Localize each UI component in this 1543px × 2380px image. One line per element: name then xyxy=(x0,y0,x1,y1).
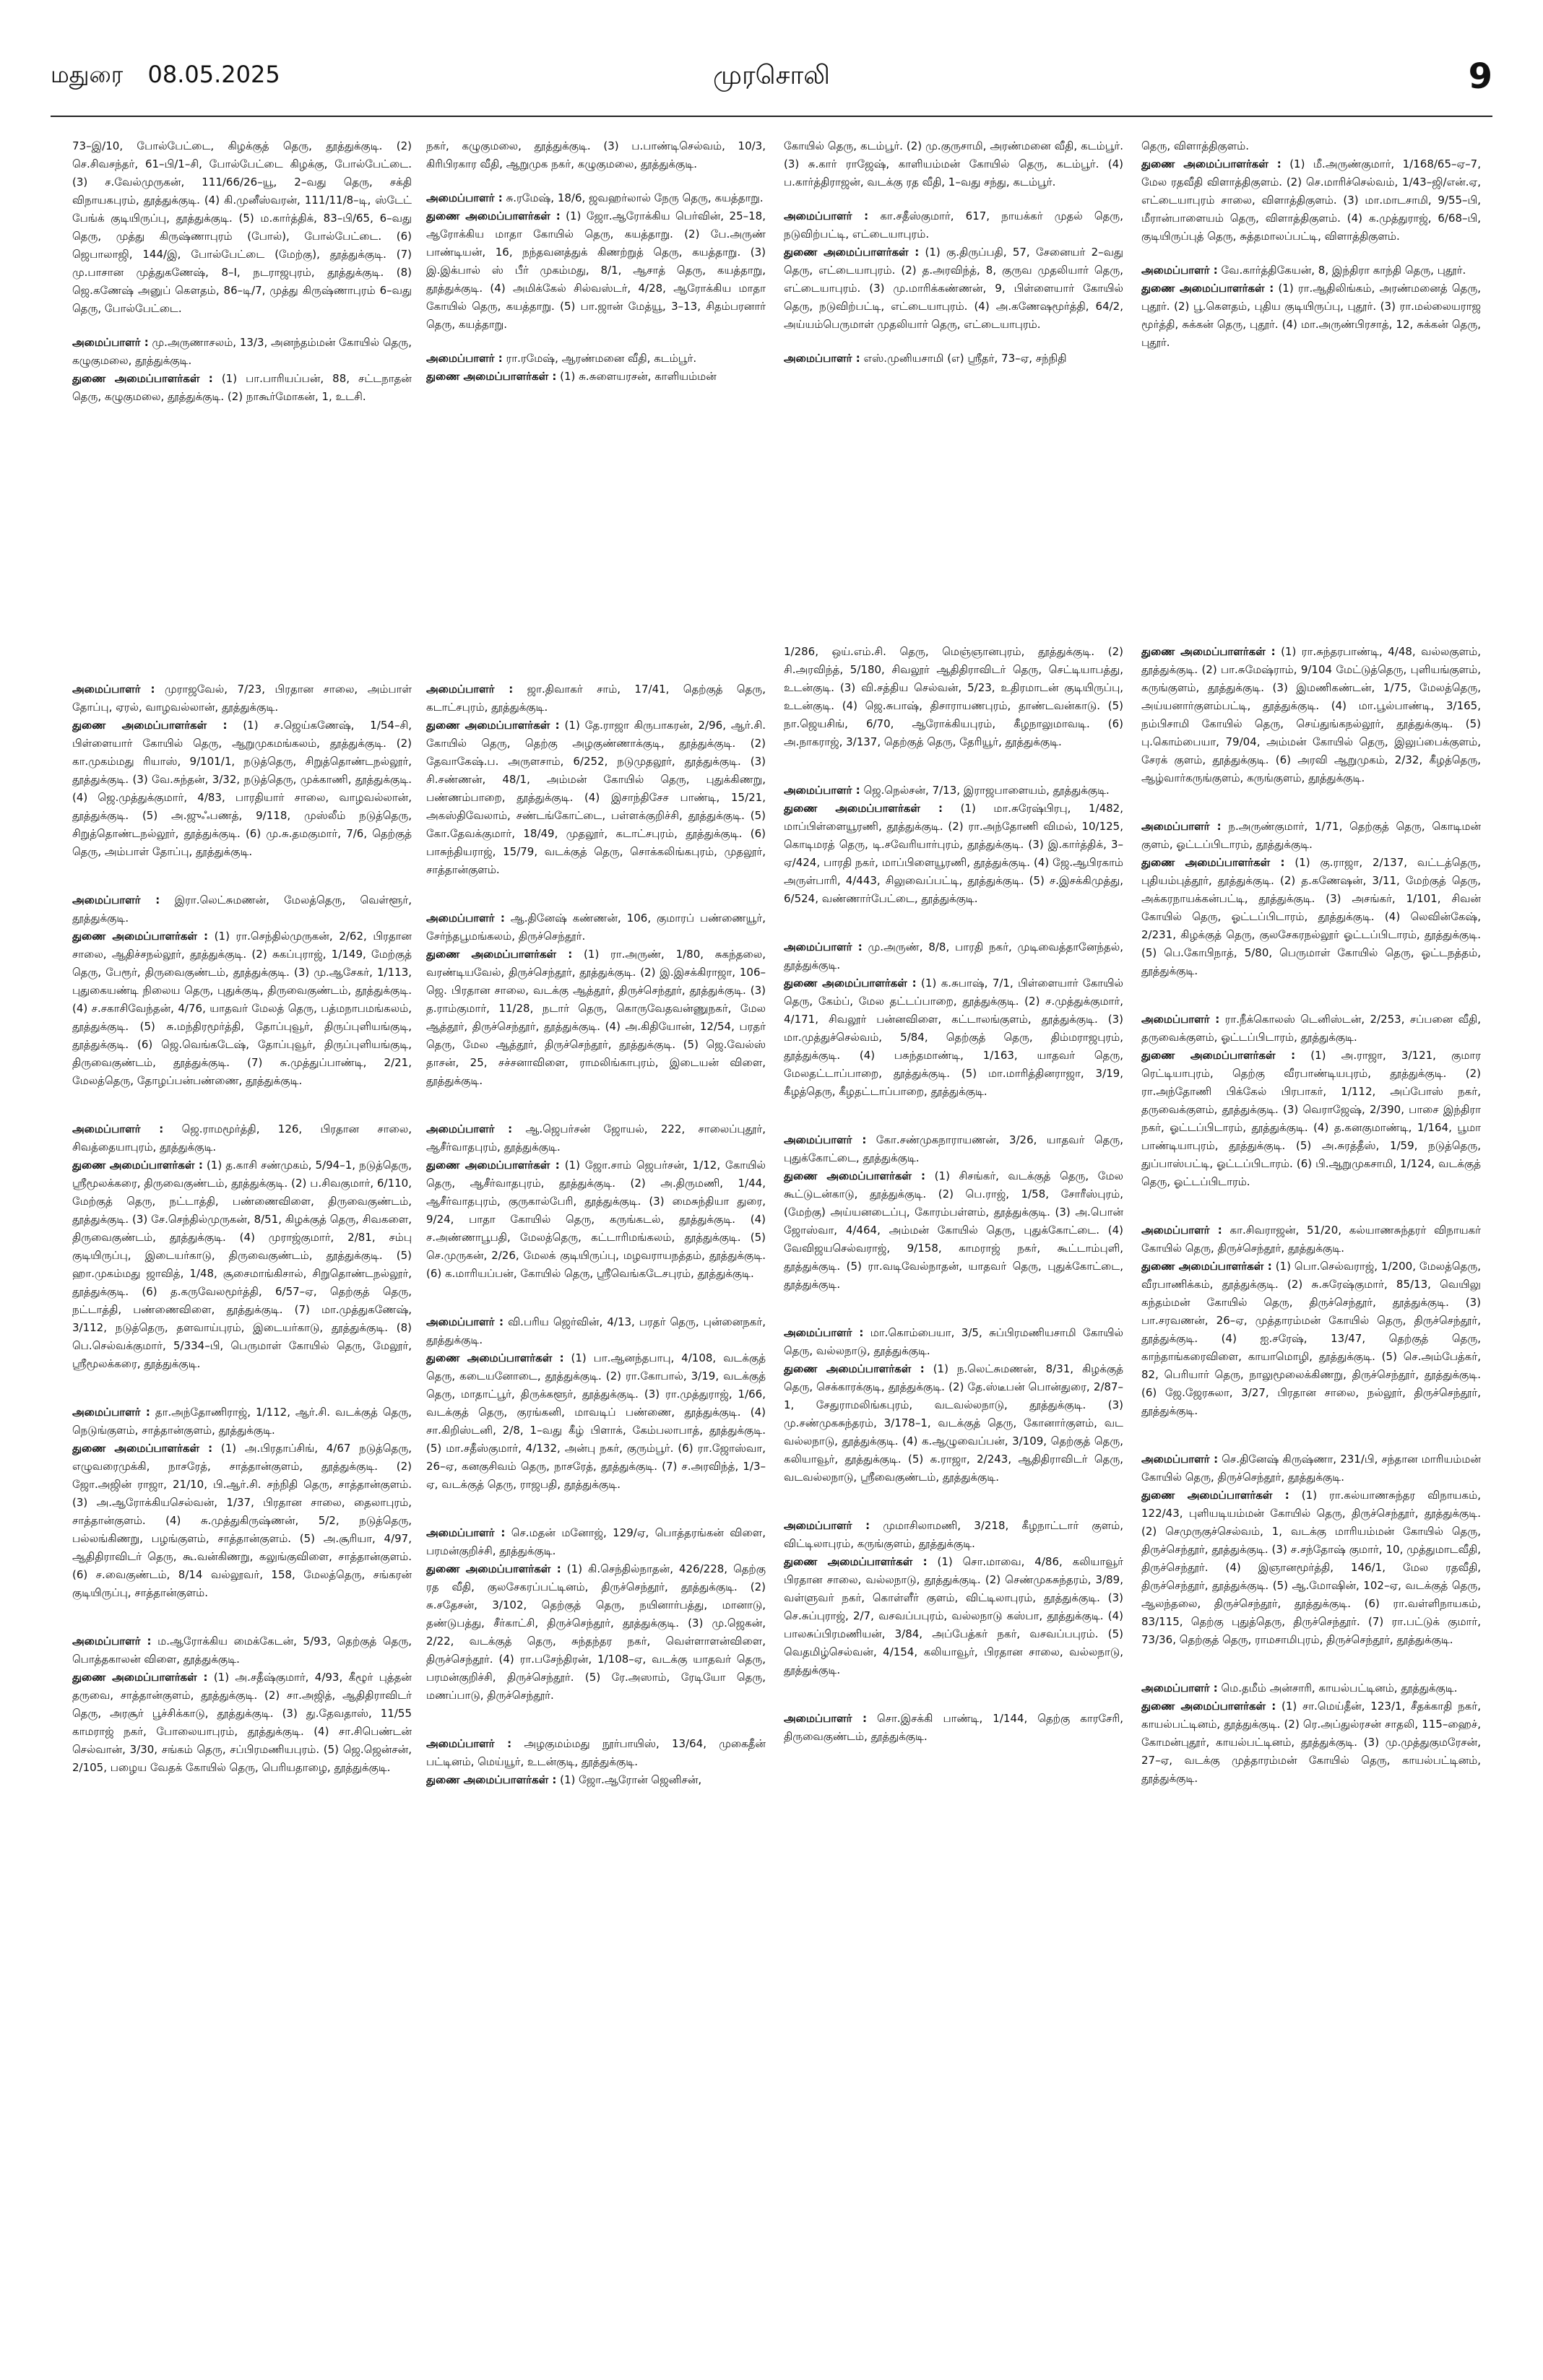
deputies-label: துணை அமைப்பாளர்கள் : xyxy=(426,1773,557,1786)
organizer-details: முமாசிலாமணி, 3/218, கீழநாட்டார் குளம், விட்டிலாபுரம், கருங்குளம், தூத்துக்குடி. xyxy=(784,1519,1123,1550)
continued-text: கோயில் தெரு, கடம்பூர். (2) மு.குருசாமி, அரண்மனை வீதி, கடம்பூர். (3) சு.கார் ராஜேஷ், காளியம்மன் கோயில் தெரு, கடம்பூர். (4) ப.கார்த்திராஜன், வடக்கு ரத வீதி, 1–வது சந்து, கடம்பூர். xyxy=(784,139,1123,189)
text-block xyxy=(426,137,766,386)
organizer-details: எஸ்.முனியசாமி (எ) ஸ்ரீதர், 73–ஏ, சந்நிதி xyxy=(863,352,1067,365)
organizer-label: அமைப்பாளர் : xyxy=(426,352,503,365)
deputies-label: துணை அமைப்பாளர்கள் : xyxy=(1141,1049,1296,1062)
deputies-label: துணை அமைப்பாளர்கள் : xyxy=(784,802,943,815)
organizer-details: ஜெ.நெல்சன், 7/13, இராஜபாளையம், தூத்துக்குடி. xyxy=(863,784,1110,797)
deputies-label: துணை அமைப்பாளர்கள் : xyxy=(784,1555,928,1568)
organizer-label: அமைப்பாளர் : xyxy=(72,336,149,349)
section-gap xyxy=(784,1487,1123,1501)
organizer-label: அமைப்பாளர் : xyxy=(1141,1453,1219,1466)
deputies-entry xyxy=(72,1156,412,1373)
deputies-list: (1) கு.ராஜா, 2/137, வட்டத்தெரு, புதியம்புத்தூர், தூத்துக்குடி. (2) த.கணேஷன், 3/11, மேற்குத் தெரு, அக்கரநாயக்கன்பட்டி, தூத்துக்குடி. (3) அசங்கர், 1/101, சிவன் கோயில் தெரு, ஓட்டப்பிடாரம், தூத்துக்குடி. (4) லெவின்கேஷ், 2/231, கிழக்குத் தெரு, குலசேகரநல்லூர் ஓட்டப்பிடாரம், தூத்துக்குடி. (5) பெ.கோபிநாத், 5/80, பெருமாள் கோயில் தெரு, ஓட்டநத்தம், தூத்துக்குடி. xyxy=(1141,856,1481,977)
deputies-entry xyxy=(784,800,1123,908)
organizer-entry xyxy=(1141,1450,1481,1487)
organizer-label: அமைப்பாளர் : xyxy=(784,1133,867,1146)
deputies-list: (1) கு.திருப்பதி, 57, சேனையர் 2–வது தெரு, எட்டையாபுரம். (2) த.அரவிந்த், 8, குருவ முதலியார் தெரு, எட்டையாபுரம். (3) மு.மாரிக்கண்ணன், 9, பிள்ளையார் கோயில் தெரு, நடுவிற்பட்டி, எட்டையாபுரம். (4) அ.கணேஷமூர்த்தி, 64/2, அய்யம்பெருமாள் முதலியார் தெரு, எட்டையாபுரம். xyxy=(784,246,1123,331)
organizer-details: ம.ஆரோக்கிய மைக்கேடன், 5/93, தெற்குத் தெரு, பொத்தகாலன் விளை, தூத்துக்குடி. xyxy=(72,1635,412,1666)
newspaper-name: முரசொலி xyxy=(713,61,830,90)
deputies-label: துணை அமைப்பாளர்கள் : xyxy=(1141,282,1274,295)
deputies-entry xyxy=(1141,280,1481,352)
deputies-label: துணை அமைப்பாளர்கள் : xyxy=(72,1671,208,1684)
deputies-entry xyxy=(426,1349,766,1494)
organizer-label: அமைப்பாளர் : xyxy=(72,1122,164,1135)
deputies-entry xyxy=(426,945,766,1090)
organizer-details: ஆ.தினேஷ் கண்ணன், 106, குமாரப் பண்ணையூர், சேர்ந்தபூமங்கலம், திருச்செந்தூர். xyxy=(426,912,766,943)
deputies-entry xyxy=(1141,1697,1481,1788)
organizer-label: அமைப்பாளர் : xyxy=(784,1712,867,1725)
deputies-list: (1) சொ.மாவை, 4/86, கலியாவூர் பிரதான சாலை, வல்லநாடு, தூத்துக்குடி. (2) செண்முகசுந்தரம், 3/89, வள்ளுவர் நகர், கொள்ளீர் குளம், விட்டிலாபுரம், தூத்துக்குடி. (3) செ.சுப்புராஜ், 2/7, வசவப்பபுரம், வல்லநாடு கஸ்பா, தூத்துக்குடி. (4) பாலசுப்பிரமணியன், 3/84, அப்பேத்கர் நகர், வசவப்பபுரம். (5) வெதமிழ்செல்வன், 4/154, கலியாவூர், பிரதான சாலை, வல்லநாடு, தூத்துக்குடி. xyxy=(784,1555,1123,1676)
organizer-details: மு.அருண், 8/8, பாரதி நகர், முடிவைத்தானேந்தல், தூத்துக்குடி. xyxy=(784,940,1123,972)
section-gap xyxy=(784,1679,1123,1694)
deputies-entry xyxy=(1141,155,1481,246)
deputies-list: (1) மா.சுரேஷ்பிரபு, 1/482, மாப்பிள்ளையூரணி, தூத்துக்குடி. (2) ரா.அந்தோணி விமல், 10/125, கொடிமரத் தெரு, டி.சவேரியார்புரம், தூத்துக்குடி. (3) இ.கார்த்திக், 3–ஏ/424, பாரதி நகர், மாப்பிளையூரணி, தூத்துக்குடி. (4) ஜே.ஆபிரகாம் அருள்பாரி, 4/443, சிலுவைப்பட்டி, தூத்துக்குடி. (5) ச.இசக்கிமுத்து, 6/524, வண்ணார்பேட்டை, தூத்துக்குடி. xyxy=(784,802,1123,905)
deputies-entry xyxy=(784,1553,1123,1679)
organizer-entry xyxy=(426,1313,766,1349)
deputies-entry xyxy=(72,1440,412,1602)
deputies-entry xyxy=(426,1771,766,1789)
organizer-entry xyxy=(784,1324,1123,1360)
section-gap xyxy=(72,1602,412,1617)
organizer-details: செ.மதன் மனோஜ், 129/ஏ, பொத்தரங்கன் விளை, பரமன்குறிச்சி, தூத்துக்குடி. xyxy=(426,1526,766,1557)
deputies-label: துணை அமைப்பாளர்கள் : xyxy=(72,1159,203,1172)
deputies-entry xyxy=(72,1669,412,1777)
deputies-label: துணை அமைப்பாளர்கள் : xyxy=(72,1442,213,1455)
organizer-label: அமைப்பாளர் : xyxy=(72,1406,150,1419)
deputies-list: (1) பொ.செல்வராஜ், 1/200, மேலத்தெரு, வீரபாணிக்கம், தூத்துக்குடி. (2) சு.சுரேஷ்குமார், 85/13, வெயிலு கந்தம்மன் கோயில் தெரு, திருச்செந்தூர், தூத்துக்குடி. (3) பா.சரவணன், 26–ஏ, முத்தாரம்மன் கோயில் தெரு, திருச்செந்தூர், தூத்துக்குடி. (4) ஐ.சரேஷ், 13/47, தெற்குத் தெரு, காந்தாங்கரைவிளை, காயாமொழி, தூத்துக்குடி. (5) செ.அம்பேத்கர், 82, பெரியார் தெரு, நாலுமூலைக்கிணறு, திருச்செந்தூர், தூத்துக்குடி. (6) ஜே.ஜேரசுலா, 3/27, பிரதான சாலை, நல்லூர், திருச்செந்தூர், தூத்துக்குடி. xyxy=(1141,1260,1481,1417)
text-column-3 xyxy=(784,137,1123,2358)
deputies-list: (1) மீ.அருண்குமார், 1/168/65–ஏ–7, மேல ரதவீதி விளாத்திகுளம். (2) செ.மாரிச்செல்வம், 1/43–ஜி/என்.ஏ, எட்டையாபுரம் சாலை, விளாத்திகுளம். (3) மா.மாடசாமி, 9/55–பி, மீரான்பாளையம் தெரு, விளாத்திகுளம். (4) க.முத்துராஜ், 6/68–பி, குடியிருப்புத் தெரு, சுத்தமாலப்பட்டி, விளாத்திகுளம். xyxy=(1141,157,1481,243)
deputies-list: (1) பா.பாரியப்பன், 88, சட்டநாதன் தெரு, கழுகுமலை, தூத்துக்குடி. (2) நாகூர்மோகன், 1, உடசி. xyxy=(72,372,412,403)
organizer-details: இரா.லெட்சுமணன், மேலத்தெரு, வெள்ளூர், தூத்துக்குடி. xyxy=(72,893,412,925)
organizer-label: அமைப்பாளர் : xyxy=(72,1635,152,1648)
organizer-entry xyxy=(426,1120,766,1156)
deputies-list: (1) ரா.ஆதிலிங்கம், அரண்மனைத் தெரு, புதூர். (2) பூ.கௌதம், புதிய குடியிருப்பு, புதூர். (3) ரா.மல்லையராஜ மூர்த்தி, சுக்கன் தெரு, புதூர். (4) மா.அருண்பிரசாத், 12, சுக்கன் தெரு, புதூர். xyxy=(1141,282,1481,349)
deputies-label: துணை அமைப்பாளர்கள் : xyxy=(72,372,213,385)
deputies-list: (1) கி.செந்தில்நாதன், 426/228, தெற்கு ரத வீதி, குலசேகரப்பட்டினம், திருச்செந்தூர், தூத்துக்குடி. (2) சு.சதேசன், 3/102, தெற்குத் தெரு, நயினார்பத்து, மானாடு, தண்டுபத்து, சீர்காட்சி, திருச்செந்தூர், தூத்துக்குடி. (3) மு.ஜெகன், 2/22, வடக்குத் தெரு, சுந்தந்தர நகர், வெள்ளாளன்விளை, திருச்செந்தூர். (4) ரா.பசேந்திரன், 1/108–ஏ, வடக்கு யாதவர் தெரு, பரமன்குறிச்சி, திருச்செந்தூர். (5) ரே.அஸாம், ரேடியோ தெரு, மணப்பாடு, திருச்செந்தூர். xyxy=(426,1562,766,1702)
organizer-entry xyxy=(1141,1221,1481,1258)
deputies-entry xyxy=(1141,1047,1481,1191)
section-gap xyxy=(1141,980,1481,995)
section-gap xyxy=(72,861,412,875)
organizer-details: ரா.ரமேஷ், ஆரண்மனை வீதி, கடம்பூர். xyxy=(506,352,697,365)
page-number: 9 xyxy=(1468,56,1492,97)
section-gap xyxy=(426,1283,766,1297)
organizer-entry xyxy=(784,1517,1123,1553)
city-name: மதுரை xyxy=(51,61,124,88)
organizer-label: அமைப்பாளர் : xyxy=(426,1315,504,1328)
deputies-label: துணை அமைப்பாளர்கள் : xyxy=(784,246,920,259)
deputies-label: துணை அமைப்பாளர்கள் : xyxy=(1141,157,1281,170)
deputies-list: (1) ரா.செந்தில்முருகன், 2/62, பிரதான சாலை, ஆதிச்சநல்லூர், தூத்துக்குடி. (2) சுகப்புராஜ், 1/149, மேற்குத் தெரு, பேரூர், திருவைகுண்டம், தூத்துக்குடி. (3) மு.ஆசேகர், 1/113, புதுகையண்டி நிலைய தெரு, புதுக்குடி, திருவைகுண்டம், தூத்துக்குடி. (4) ச.சகாசிவேந்தன், 4/76, யாதவர் மேலத் தெரு, பத்மநாபமங்கலம், தூத்துக்குடி. (5) சு.மந்திரமூர்த்தி, தோப்புவூர், திருப்புளியங்குடி, தூத்துக்குடி. (6) ஜெ.வெங்கடேஷ், தோப்புவூர், திருப்புளியங்குடி, திருவைகுண்டம், தூத்துக்குடி. (7) சு.முத்துப்பாண்டி, 2/21, மேலத்தெரு, தோழப்பன்பண்ணை, தூத்துக்குடி. xyxy=(72,930,412,1087)
organizer-details: சொ.இசக்கி பாண்டி, 1/144, தெற்கு காரசேரி, திருவைகுண்டம், தூத்துக்குடி. xyxy=(784,1712,1123,1743)
text-block xyxy=(784,137,1123,368)
deputies-label: துணை அமைப்பாளர்கள் : xyxy=(426,370,557,383)
organizer-label: அமைப்பாளர் : xyxy=(1141,1224,1222,1237)
organizer-entry xyxy=(426,1524,766,1560)
organizer-details: கா.சிவராஜன், 51/20, கல்யாணசுந்தரர் விநாயகர் கோயில் தெரு, திருச்செந்தூர், தூத்துக்குடி. xyxy=(1141,1224,1481,1255)
text-block xyxy=(426,665,766,1789)
organizer-details: தா.அந்தோணிராஜ், 1/112, ஆர்.சி. வடக்குத் தெரு, நெடுங்குளம், சாத்தான்குளம், தூத்துக்குடி. xyxy=(72,1406,412,1437)
deputies-label: துணை அமைப்பாளர்கள் : xyxy=(1141,856,1285,869)
deputies-entry xyxy=(1141,643,1481,787)
deputies-label: துணை அமைப்பாளர்கள் : xyxy=(784,1169,926,1182)
deputies-list: (1) ந.லெட்சுமணன், 8/31, கிழக்குத் தெரு, செக்காரக்குடி, தூத்துக்குடி. (2) தே.ஸ்டீபன் பொன்துரை, 2/87–1, சேதுராமலிங்கபுரம், வடவல்லநாடு, தூத்துக்குடி. (3) மு.சண்முகசுந்தரம், 3/178–1, வடக்குத் தெரு, கோனார்குளம், வட வல்லநாடு, தூத்துக்குடி. (4) க.ஆழுவைப்பன், 3/109, தெற்குத் தெரு, கலியாவூர், தூத்துக்குடி. (5) க.ராஜா, 2/243, ஆதிதிராவிடர் தெரு, வடவல்லநாடு, ஸ்ரீவைகுண்டம், தூத்துக்குடி. xyxy=(784,1362,1123,1484)
deputies-label: துணை அமைப்பாளர்கள் : xyxy=(784,1362,925,1375)
deputies-label: துணை அமைப்பாளர்கள் : xyxy=(426,1562,561,1575)
deputies-list: (1) அ.சதீஷ்குமார், 4/93, கீழூர் புத்தன் தருவை, சாத்தான்குளம், தூத்துக்குடி. (2) சா.அஜித், ஆதிதிராவிடர் தெரு, அரசூர் பூச்சிக்காடு, தூத்துக்குடி. (3) து.தேவதாஸ், 11/55 காமராஜ் நகர், போலையாபுரம், தூத்துக்குடி. (4) சா.சிபெண்டன் செல்வான், 3/30, சங்கம் தெரு, சப்பிரமணியபுரம். (5) ஜெ.ஜென்சன், 2/105, பழைய வேதக் கோயில் தெரு, பெரியதாழை, தூத்துக்குடி. xyxy=(72,1671,412,1774)
organizer-label: அமைப்பாளர் : xyxy=(426,191,503,204)
organizer-details: செ.தினேஷ் கிருஷ்ணா, 231/பி, சந்தான மாரியம்மன் கோயில் தெரு, திருச்செந்தூர், தூத்துக்குடி. xyxy=(1141,1453,1481,1484)
organizer-entry xyxy=(72,1632,412,1669)
section-gap xyxy=(784,751,1123,766)
organizer-label: அமைப்பாளர் : xyxy=(426,683,514,696)
organizer-details: மு.அருணாசலம், 13/3, அனந்தம்மன் கோயில் தெரு, கழுகுமலை, தூத்துக்குடி. xyxy=(72,336,412,367)
organizer-entry xyxy=(72,1120,412,1156)
continued-text: 73–இ/10, போல்பேட்டை, கிழக்குத் தெரு, தூத்துக்குடி. (2) செ.சிவசந்தர், 61–பி/1–சி, போல்பேட்டை கிழக்கு, போல்பேட்டை. (3) ச.வேல்முருகன், 111/66/26–யூ, 2–வது தெரு, சக்தி விநாயகபுரம், தூத்துக்குடி. (4) கி.முனீஸ்வரன், 111/11/8–டி, ஸ்டேட் பேங்க் குடியிருப்பு, தூத்துக்குடி. (5) ம.கார்த்திக், 83–பி/65, 6–வது தெரு, முத்து கிருஷ்ணாபுரம் (போல்), போல்பேட்டை. (6) ஜெபாலாஜி, 144/இ, போல்பேட்டை (மேற்கு), தூத்துக்குடி. (7) மு.பாசான முத்துகணேஷ், 8–I, நடராஜபுரம், தூத்துக்குடி. (8) ஜெ.கணேஷ் அனுப் கௌதம், 86–டி/7, முத்து கிருஷ்ணாபுரம் 6–வது தெரு, போல்பேட்டை. xyxy=(72,139,412,315)
deputies-entry xyxy=(426,368,766,386)
organizer-entry xyxy=(426,909,766,945)
section-gap xyxy=(1141,1649,1481,1663)
organizer-details: சு.ரமேஷ், 18/6, ஜவஹர்லால் நேரு தெரு, கயத்தாறு. xyxy=(506,191,764,204)
organizer-entry xyxy=(1141,818,1481,854)
section-gap xyxy=(784,908,1123,922)
deputies-label: துணை அமைப்பாளர்கள் : xyxy=(1141,1700,1276,1713)
deputies-list: (1) ஜோ.ஆரோக்கிய பெர்வின், 25–18, ஆரோக்கிய மாதா கோயில் தெரு, கயத்தாறு. (2) பே.அருண் பாண்டியன், 16, நந்தவனத்துக் கிணற்றுத் தெரு, கயத்தாறு. (3) இ.இக்பால் ஸ் பீர் முகம்மது, 8/1, ஆசாத் தெரு, கயத்தாறு, தூத்துக்குடி. (4) அமிக்கேல் சில்வஸ்டர், 4/28, ஆரோக்கிய மாதா கோயில் தெரு, கயத்தாறு. (5) பா.ஜான் மேத்யூ, 3–13, சிதம்பரனார் தெரு, கயத்தாறு. xyxy=(426,209,766,331)
organizer-label: அமைப்பாளர் : xyxy=(784,352,860,365)
deputies-entry xyxy=(1141,1258,1481,1420)
section-gap xyxy=(426,1705,766,1719)
text-block xyxy=(72,665,412,1777)
deputies-entry xyxy=(72,370,412,406)
deputies-list: (1) பா.ஆனந்தபாபு, 4/108, வடக்குத் தெரு, கடையனோடை, தூத்துக்குடி. (2) ரா.கோபால், 3/19, வடக்குத் தெரு, மாதாட்பூர், திருக்களூர், தூத்துக்குடி. (3) ரா.முத்துராஜ், 1/66, வடக்குத் தெரு, குரங்கனி, மாவடிப் பண்ணை, தூத்துக்குடி. (4) சா.கிறிஸ்டனி, 2/8, 1–வது கீழ் பிளாக், கேம்பலாபாத், தூத்துக்குடி. (5) மா.சதீஸ்குமார், 4/132, அன்பு நகர், குரும்பூர். (6) ரா.ஜோஸ்வா, 26–ஏ, கனகுசிவம் தெரு, நாசரேத், தூத்துக்குடி. (7) ச.அரவிந்த், 1/3–ஏ, வடக்குத் தெரு, ராஜபதி, தூத்துக்குடி. xyxy=(426,1351,766,1491)
text-block xyxy=(1141,643,1481,1788)
deputies-label: துணை அமைப்பாளர்கள் : xyxy=(72,930,209,943)
deputies-entry xyxy=(72,927,412,1090)
deputies-list: (1) தே.ராஜா கிருபாகரன், 2/96, ஆர்.சி. கோயில் தெரு, தெற்கு அழகுண்ணாக்குடி, தூத்துக்குடி. (2) தேவாகேஷ்.ப. அருளசாம், 6/252, நடுமுதலூர், தூத்துக்குடி. (3) சி.சண்ணன், 48/1, அம்மன் கோயில் தெரு, புதுக்கிணறு, பண்ணம்பாறை, தூத்துக்குடி. (4) இசாந்திசேச பாண்டி, 15/21, அகஸ்திவேலாம், சண்டங்கோட்டை, பள்ளக்குறிச்சி, தூத்துக்குடி. (5) கோ.தேவக்குமார், 18/49, முதலூர், கடாட்சபுரம், தூத்துக்குடி. (6) பாசுந்தியராஜ், 15/79, வடக்குத் தெரு, சொக்கலிங்கபுரம், முதலூர், சாத்தான்குளம். xyxy=(426,719,766,876)
organizer-details: அழகுமம்மது நூர்பாயிஸ், 13/64, முகைதீன் பட்டினம், மெய்யூர், உடன்குடி, தூத்துக்குடி. xyxy=(426,1737,766,1768)
organizer-label: அமைப்பாளர் : xyxy=(72,683,155,696)
text-column-1 xyxy=(72,137,412,2358)
deputies-entry xyxy=(784,974,1123,1101)
organizer-label: அமைப்பாளர் : xyxy=(1141,1013,1220,1026)
organizer-label: அமைப்பாளர் : xyxy=(1141,1682,1218,1695)
section-gap xyxy=(1141,1191,1481,1206)
organizer-details: ரா.நீக்கொலஸ் டெனிஸ்டன், 2/253, சப்பனை வீதி, தருவைக்குளம், ஓட்டப்பிடாரம், தூத்துக்குடி. xyxy=(1141,1013,1481,1044)
organizer-label: அமைப்பாளர் : xyxy=(72,893,160,906)
organizer-entry xyxy=(72,1403,412,1440)
deputies-entry xyxy=(72,717,412,861)
continued-text: 1/286, ஒய்.எம்.சி. தெரு, மெஞ்ஞானபுரம், தூத்துக்குடி. (2) சி.அரவிந்த், 5/180, சிவலூர் ஆதிதிராவிடர் தெரு, செட்டியாபத்து, உடன்குடி. (3) வி.சத்திய செல்வன், 5/23, உதிரமாடன் குடியிருப்பு, உடன்குடி. (4) ஜெ.சுபாஷ், திசாராயணபுரம், தாண்டவன்காடு. (5) நா.ஜெயசிங், 6/70, ஆரோக்கியபுரம், கீழநாலுமாவடி. (6) அ.நாகராஜ், 3/137, தெற்குத் தெரு, தேரியூர், தூத்துக்குடி. xyxy=(784,645,1123,748)
deputies-list: (1) ரா.கல்யாணசுந்தர விநாயகம், 122/43, புளியடியம்மன் கோயில் தெரு, திருச்செந்தூர், தூத்துக்குடி.(2) செமுருகுச்செல்வம், 1, வடக்கு மாரியம்மன் கோயில் தெரு, திருச்செந்தூர், தூத்துக்குடி. (3) ச.சந்தோஷ் குமார், 10, முத்துமாடவீதி, திருச்செந்தூர். (4) இஞானமூர்த்தி, 146/1, மேல ரதவீதி, திருச்செந்தூர், தூத்துக்குடி. (5) ஆ.மோஷின், 102–ஏ, வடக்குத் தெரு, ஆலந்தலை, திருச்செந்தூர், தூத்துக்குடி. (6) ரா.வள்ளிநாயகம், 83/115, தெற்கு புதுத்தெரு, திருச்செந்தூர். (7) ரா.பட்டுக் குமார், 73/36, தெற்குத் தெரு, ராமசாமிபுரம், திருச்செந்தூர், தூத்துக்குடி. xyxy=(1141,1489,1481,1646)
organizer-entry xyxy=(1141,261,1481,280)
deputies-entry xyxy=(426,1560,766,1705)
deputies-entry xyxy=(1141,1487,1481,1649)
organizer-details: முராஜவேல், 7/23, பிரதான சாலை, அம்பாள் தோப்பு, ஏரல், வாழவல்லான், தூத்துக்குடி. xyxy=(72,683,412,714)
organizer-entry xyxy=(72,334,412,370)
deputies-list: (1) ரா.அருண், 1/80, சுகந்தலை, வரண்டியவேல், திருச்செந்தூர், தூத்துக்குடி. (2) இ.இசக்கிராஜா, 106–ஜெ. பிரதான சாலை, வடக்கு ஆத்தூர், திருச்செந்தூர், தூத்துக்குடி. (3) த.ராம்குமார், 11/28, நடார் தெரு, கொருவேதவன்ணுநகர், மேல ஆத்தூர், திருச்செந்தூர், தூத்துக்குடி. (4) அ.கிதியோன், 12/54, பரதர் தெரு, மேல ஆத்தூர், திருச்செந்தூர், தூத்துக்குடி. (5) ஜெ.வேல்ஸ் தாசன், 25, சச்சனாவிளை, ராமலிங்காபுரம், இடையன் விளை, தூத்துக்குடி. xyxy=(426,948,766,1087)
text-block xyxy=(72,137,412,406)
deputies-entry xyxy=(784,1167,1123,1294)
deputies-list: (1) க.சுபாஷ், 7/1, பிள்ளையார் கோயில் தெரு, கேம்ப், மேல தட்டப்பாறை, தூத்துக்குடி. (2) ச.முத்துக்குமார், 4/171, சிவலூர் பன்னவிளை, கட்டாலங்குளம், தூத்துக்குடி. (3) மா.முத்துச்செல்வம், 5/84, தெற்குத் தெரு, திம்மராஜபுரம், தூத்துக்குடி. (4) பசுந்தமாண்டி, 1/163, யாதவர் தெரு, மேலதட்டாப்பாறை, தூத்துக்குடி. (5) மா.மாரித்தினராஜா, 3/19, கீழத்தெரு, கீழதட்டாப்பாறை, தூத்துக்குடி. xyxy=(784,977,1123,1098)
deputies-list: (1) சு.சுளையரசன், காளியம்மன் xyxy=(560,370,717,383)
organizer-details: மா.கொம்பையா, 3/5, சுப்பிரமணியசாமி கோயில் தெரு, வல்லநாடு, தூத்துக்குடி. xyxy=(784,1326,1123,1357)
organizer-label: அமைப்பாளர் : xyxy=(784,1519,870,1532)
organizer-entry xyxy=(426,189,766,207)
organizer-entry xyxy=(1141,1679,1481,1697)
deputies-label: துணை அமைப்பாளர்கள் : xyxy=(426,209,561,222)
organizer-details: ஜா.திவாகர் சாம், 17/41, தெற்குத் தெரு, கடாட்சபுரம், தூத்துக்குடி. xyxy=(426,683,766,714)
organizer-label: அமைப்பாளர் : xyxy=(426,1526,506,1539)
deputies-label: துணை அமைப்பாளர்கள் : xyxy=(1141,1260,1272,1273)
organizer-label: அமைப்பாளர் : xyxy=(784,784,860,797)
section-gap xyxy=(426,879,766,893)
deputies-list: (1) அ.ராஜா, 3/121, குமார ரெட்டியாபுரம், தெற்கு வீரபாண்டியபுரம், தூத்துக்குடி. (2) ரா.அந்தோணி பிக்கேல் பிரபாகர், 1/112, அப்போஸ் நகர், தருவைக்குளம், தூத்துக்குடி. (3) வெராஜேஷ், 2/390, பாசை இந்திரா நகர், ஓட்டப்பிடாரம், தூத்துக்குடி. (4) த.கனகுமாண்டி, 1/164, பூமா பாண்டியாபுரம், தூத்துக்குடி. (5) அ.சுரத்தீஸ், 1/59, நடுத்தெரு, துப்பாஸ்பட்டி, ஓட்டப்பிடாரம். (6) பி.ஆறுமுகசாமி, 1/124, வடக்குத் தெரு, ஓட்டப்பிடாரம். xyxy=(1141,1049,1481,1188)
organizer-entry xyxy=(784,207,1123,243)
organizer-label: அமைப்பாளர் : xyxy=(784,1326,864,1339)
deputies-entry xyxy=(426,717,766,879)
organizer-entry xyxy=(784,1131,1123,1167)
deputies-list: (1) ஜோ.ஆரோன் ஜெனிசன், xyxy=(560,1773,702,1786)
deputies-list: (1) சிசங்கர், வடக்குத் தெரு, மேல கூட்டுடன்காடு, தூத்துக்குடி. (2) பெ.ராஜ், 1/58, சோரீஸ்புரம், (மேற்கு) அய்யனடைப்பு, கோரம்பள்ளம், தூத்துக்குடி. (3) அ.பொன் ஜோஸ்வா, 4/464, அம்மன் கோயில் தெரு, புதுக்கோட்டை. (4) வேவிஜயசெல்வராஜ், 9/158, காமராஜ் நகர், கூட்டாம்புளி, தூத்துக்குடி. (5) ரா.வடிவேல்நாதன், யாதவர் தெரு, புதுக்கோட்டை, தூத்துக்குடி. xyxy=(784,1169,1123,1291)
deputies-entry xyxy=(784,243,1123,334)
deputies-label: துணை அமைப்பாளர்கள் : xyxy=(426,719,560,732)
deputies-entry xyxy=(1141,854,1481,980)
organizer-entry xyxy=(426,680,766,717)
organizer-details: கோ.சண்முகநாராயணன், 3/26, யாதவர் தெரு, புதுக்கோட்டை, தூத்துக்குடி. xyxy=(784,1133,1123,1164)
issue-date: 08.05.2025 xyxy=(147,61,280,88)
deputies-label: துணை அமைப்பாளர்கள் : xyxy=(1141,1489,1289,1502)
organizer-details: வி.பரிய ஜெர்வின், 4/13, பரதர் தெரு, புன்னைநகர், தூத்துக்குடி. xyxy=(426,1315,766,1346)
organizer-entry xyxy=(72,680,412,717)
deputies-list: (1) ஜோ.சாம் ஜெபர்சன், 1/12, கோயில் தெரு, ஆசீர்வாதபுரம், தூத்துக்குடி. (2) அ.திருமணி, 1/44, ஆசீர்வாதபுரம், குருகால்பேரி, தூத்துக்குடி. (3) மைசுந்தியா துரை, 9/24, பாதா கோயில் தெரு, கருங்கடல், தூத்துக்குடி. (4) ச.அண்ணாபூபதி, மேலத்தெரு, கட்டாரிமங்கலம், தூத்துக்குடி. (5) செ.முருகன், 2/26, மேலக் குடியிருப்பு, மழவராயநத்தம், தூத்துக்குடி. (6) க.மாரியப்பன், கோயில் தெரு, ஸ்ரீவெங்கடேசபுரம், தூத்துக்குடி. xyxy=(426,1159,766,1280)
deputies-entry xyxy=(784,1360,1123,1487)
section-gap xyxy=(784,1101,1123,1115)
section-gap xyxy=(426,1090,766,1104)
organizer-entry xyxy=(426,350,766,368)
deputies-list: (1) அ.பிரதாப்சிங், 4/67 நடுத்தெரு, எழுவரைமுக்கி, நாசரேத், சாத்தான்குளம், தூத்துக்குடி. (2) ஜோ.அஜின் ராஜா, 21/10, பி.ஆர்.சி. சந்நிதி தெரு, சாத்தான்குளம். (3) அ.ஆரோக்கியசெல்வன், 1/37, பிரதான சாலை, தைலாபுரம், சாத்தான்குளம். (4) சு.முத்துகிருஷ்ணன், 5/2, நடுத்தெரு, பல்லங்கிணறு, பழங்குளம், சாத்தான்குளம். (5) அ.சூரியா, 4/97, ஆதிதிராவிடர் தெரு, கூ.வன்கிணறு, கலுங்குவிளை, சாத்தான்குளம். (6) ச.வைகுண்டம், 8/14 வல்லூவர், 158, மேலத்தெரு, சங்கரன் குடியிருப்பு, சாத்தான்குளம். xyxy=(72,1442,412,1599)
organizer-details: வே.கார்த்திகேயன், 8, இந்திரா காந்தி தெரு, புதூர். xyxy=(1221,264,1466,277)
section-gap xyxy=(784,1294,1123,1308)
section-gap xyxy=(1141,787,1481,802)
organizer-label: அமைப்பாளர் : xyxy=(784,209,869,222)
organizer-entry xyxy=(784,1710,1123,1746)
deputies-entry xyxy=(426,207,766,334)
text-block xyxy=(784,643,1123,1746)
header-rule xyxy=(51,116,1492,117)
organizer-label: அமைப்பாளர் : xyxy=(426,1737,512,1750)
organizer-details: ஆ.ஜெபர்சன் ஜோயல், 222, சாலைப்புதூர், ஆசீர்வாதபுரம், தூத்துக்குடி. xyxy=(426,1122,766,1154)
organizer-label: அமைப்பாளர் : xyxy=(426,912,505,925)
section-gap xyxy=(426,1494,766,1508)
organizer-details: ஜெ.ராமமூர்த்தி, 126, பிரதான சாலை, சிவத்தையாபுரம், தூத்துக்குடி. xyxy=(72,1122,412,1154)
organizer-label: அமைப்பாளர் : xyxy=(784,940,863,953)
organizer-details: ந.அருண்குமார், 1/71, தெற்குத் தெரு, கொடிமன் குளம், ஓட்டப்பிடாரம், தூத்துக்குடி. xyxy=(1141,820,1481,851)
deputies-label: துணை அமைப்பாளர்கள் : xyxy=(426,948,573,961)
deputies-list: (1) த.காசி சண்முகம், 5/94–1, நடுத்தெரு, ஸ்ரீமூலக்கரை, திருவைகுண்டம், தூத்துக்குடி. (2) ப.சிவகுமார், 6/110, மேற்குத் தெரு, நட்டாத்தி, பண்ணைவிளை, திருவைகுண்டம், தூத்துக்குடி. (3) சே.செந்தில்முருகன், 8/51, கிழக்குத் தெரு, சிவகளை, திருவைகுண்டம், தூத்துக்குடி. (4) முராஜ்குமார், 2/81, சம்பு குடியிருப்பு, இடையர்காடு, திருவைகுண்டம், தூத்துக்குடி. (5) ஹா.முகம்மது ஜாவித், 1/48, சூசைமாங்கிசால், சிறுதொண்டநல்லூர், தூத்துக்குடி. (6) த.கருவேலமூர்த்தி, 6/57–ஏ, தெற்குத் தெரு, நட்டாத்தி, பண்ணைவிளை, தூத்துக்குடி. (7) மா.முத்துகணேஷ், 3/112, நடுத்தெரு, தளவாய்புரம், இடையர்காடு, தூத்துக்குடி. (8) பெ.செல்வக்குமார், 5/334–பி, பெருமாள் கோயில் தெரு, மேலூர், ஸ்ரீமூலக்கரை, தூத்துக்குடி. xyxy=(72,1159,412,1370)
continued-text: தெரு, விளாத்திகுளம். xyxy=(1141,139,1249,152)
section-gap xyxy=(72,1373,412,1388)
text-block xyxy=(1141,137,1481,352)
text-column-4 xyxy=(1141,137,1481,2358)
masthead xyxy=(51,56,1492,104)
organizer-entry xyxy=(1141,1011,1481,1047)
text-column-2 xyxy=(426,137,766,2358)
organizer-label: அமைப்பாளர் : xyxy=(1141,264,1218,277)
deputies-label: துணை அமைப்பாளர்கள் : xyxy=(1141,645,1276,658)
organizer-entry xyxy=(784,938,1123,974)
section-gap xyxy=(72,1090,412,1104)
section-gap xyxy=(1141,1420,1481,1435)
organizer-details: கா.சதீஸ்குமார், 617, நாயக்கர் முதல் தெரு, நடுவிற்பட்டி, எட்டையாபுரம். xyxy=(784,209,1123,241)
deputies-label: துணை அமைப்பாளர்கள் : xyxy=(784,977,917,990)
deputies-list: (1) சா.மெய்தீன், 123/1, சீதக்காதி நகர், காயல்பட்டினம், தூத்துக்குடி. (2) ரெ.அப்துல்ரசன் சாதலி, 115–ஹைச், கோமன்புதூர், காயல்பட்டினம், தூத்துக்குடி. (3) மு.முத்துகுமரேசன், 27–ஏ, வடக்கு முத்தாரம்மன் கோயில் தெரு, காயல்பட்டினம், தூத்துக்குடி. xyxy=(1141,1700,1481,1785)
organizer-details: மெ.தமீம் அன்சாரி, காயல்பட்டினம், தூத்துக்குடி. xyxy=(1221,1682,1458,1695)
deputies-label: துணை அமைப்பாளர்கள் : xyxy=(426,1351,564,1364)
organizer-entry xyxy=(784,782,1123,800)
organizer-label: அமைப்பாளர் : xyxy=(1141,820,1222,833)
organizer-entry xyxy=(784,350,1123,368)
deputies-list: (1) ரா.சுந்தரபாண்டி, 4/48, வல்லகுளம், தூத்துக்குடி. (2) பா.சுமேஷ்ராம், 9/104 மேட்டுத்தெரு, புளியங்குளம், கருங்குளம், தூத்துக்குடி. (3) இமணிகண்டன், 1/75, மேலத்தெரு, அய்யனார்குளம்பட்டி, தூத்துக்குடி. (4) மா.பூல்பாண்டி, 3/165, நம்பிசாமி கோயில் தெரு, செய்துங்கநல்லூர், தூத்துக்குடி. (5) பு.கொம்பையா, 79/04, அம்மன் கோயில் தெரு, இலுப்பைக்குளம், சேரக் குளம், தூத்துக்குடி. (6) அரவி ஆறுமுகம், 2/32, கீழத்தெரு, ஆழ்வார்கருங்குளம், கருங்குளம், தூத்துக்குடி. xyxy=(1141,645,1481,784)
deputies-label: துணை அமைப்பாளர்கள் : xyxy=(426,1159,560,1172)
continued-text: நகர், கழுகுமலை, தூத்துக்குடி. (3) ப.பாண்டிசெல்வம், 10/3, கிரிபிரகார வீதி, ஆறுமுக நகர், கழுகுமலை, தூத்துக்குடி. xyxy=(426,139,766,170)
deputies-list: (1) ச.ஜெய்கணேஷ், 1/54–சி, பிள்ளையார் கோயில் தெரு, ஆறுமுகமங்கலம், தூத்துக்குடி. (2) கா.முகம்மது ரியாஸ், 9/101/1, நடுத்தெரு, சிறுத்தொண்டநல்லூர், தூத்துக்குடி. (3) வே.சுந்தன், 3/32, நடுத்தெரு, முக்காணி, தூத்துக்குடி. (4) ஜெ.முத்துக்குமார், 4/83, பாரதியார் சாலை, வாழவல்லான், தூத்துக்குடி. (5) அ.ஜுஃபணத், 9/118, முஸ்லீம் நடுத்தெரு, சிறுத்தொண்டநல்லூர், தூத்துக்குடி. (6) மு.சு.தமகுமார், 7/6, தெற்குத் தெரு, அம்பாள் தோப்பு, தூத்துக்குடி. xyxy=(72,719,412,858)
deputies-entry xyxy=(426,1156,766,1283)
deputies-label: துணை அமைப்பாளர்கள் : xyxy=(72,719,228,732)
organizer-entry xyxy=(72,891,412,927)
organizer-entry xyxy=(426,1735,766,1771)
organizer-label: அமைப்பாளர் : xyxy=(426,1122,513,1135)
